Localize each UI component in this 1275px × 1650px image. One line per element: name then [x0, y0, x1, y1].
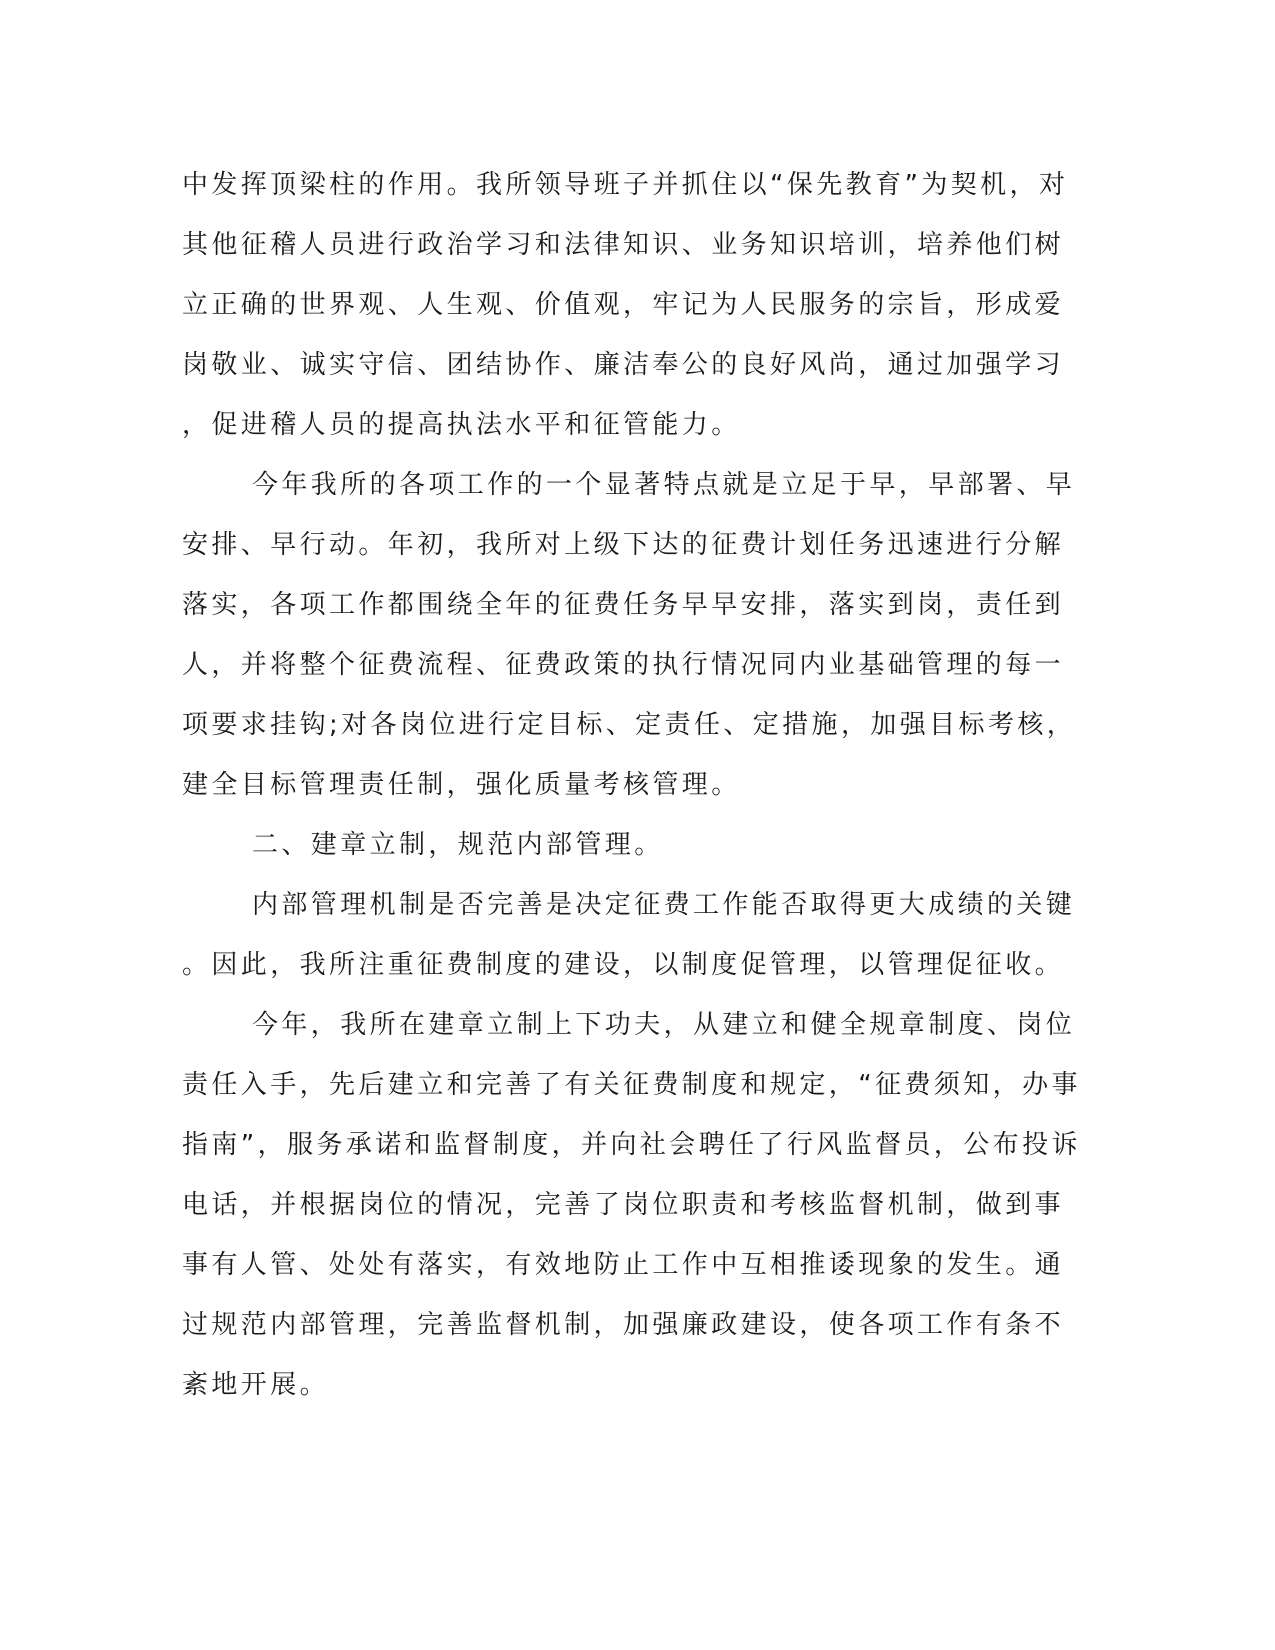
text-line: 项要求挂钩;对各岗位进行定目标、定责任、定措施，加强目标考核，	[182, 710, 1077, 740]
text-line: 其他征稽人员进行政治学习和法律知识、业务知识培训，培养他们树	[182, 230, 1065, 260]
text-line: 落实，各项工作都围绕全年的征费任务早早安排，落实到岗，责任到	[182, 590, 1065, 620]
text-line: 岗敬业、诚实守信、团结协作、廉洁奉公的良好风尚，通过加强学习	[182, 350, 1065, 380]
paragraph-start-line: 今年，我所在建章立制上下功夫，从建立和健全规章制度、岗位	[252, 1010, 1076, 1040]
text-line: ，促进稽人员的提高执法水平和征管能力。	[182, 410, 741, 440]
text-line: 立正确的世界观、人生观、价值观，牢记为人民服务的宗旨，形成爱	[182, 290, 1065, 320]
section-heading: 二、建章立制，规范内部管理。	[252, 830, 664, 860]
text-line: 指南”，服务承诺和监督制度，并向社会聘任了行风监督员，公布投诉	[182, 1130, 1081, 1160]
body-text	[182, 155, 1081, 1415]
text-line: 中发挥顶梁柱的作用。我所领导班子并抓住以“保先教育”为契机，对	[182, 170, 1069, 200]
text-line: 电话，并根据岗位的情况，完善了岗位职责和考核监督机制，做到事	[182, 1190, 1065, 1220]
text-line: 紊地开展。	[182, 1370, 330, 1400]
text-line: 人，并将整个征费流程、征费政策的执行情况同内业基础管理的每一	[182, 650, 1065, 680]
paragraph-start-line: 内部管理机制是否完善是决定征费工作能否取得更大成绩的关键	[252, 890, 1076, 920]
text-line: 事有人管、处处有落实，有效地防止工作中互相推诿现象的发生。通	[182, 1250, 1065, 1280]
text-line: 安排、早行动。年初，我所对上级下达的征费计划任务迅速进行分解	[182, 530, 1065, 560]
paragraph-start-line: 今年我所的各项工作的一个显著特点就是立足于早，早部署、早	[252, 470, 1076, 500]
text-line: 过规范内部管理，完善监督机制，加强廉政建设，使各项工作有条不	[182, 1310, 1065, 1340]
text-line: 建全目标管理责任制，强化质量考核管理。	[182, 770, 741, 800]
text-line: 责任入手，先后建立和完善了有关征费制度和规定，“征费须知，办事	[182, 1070, 1081, 1100]
text-line: 。因此，我所注重征费制度的建设，以制度促管理，以管理促征收。	[182, 950, 1065, 980]
